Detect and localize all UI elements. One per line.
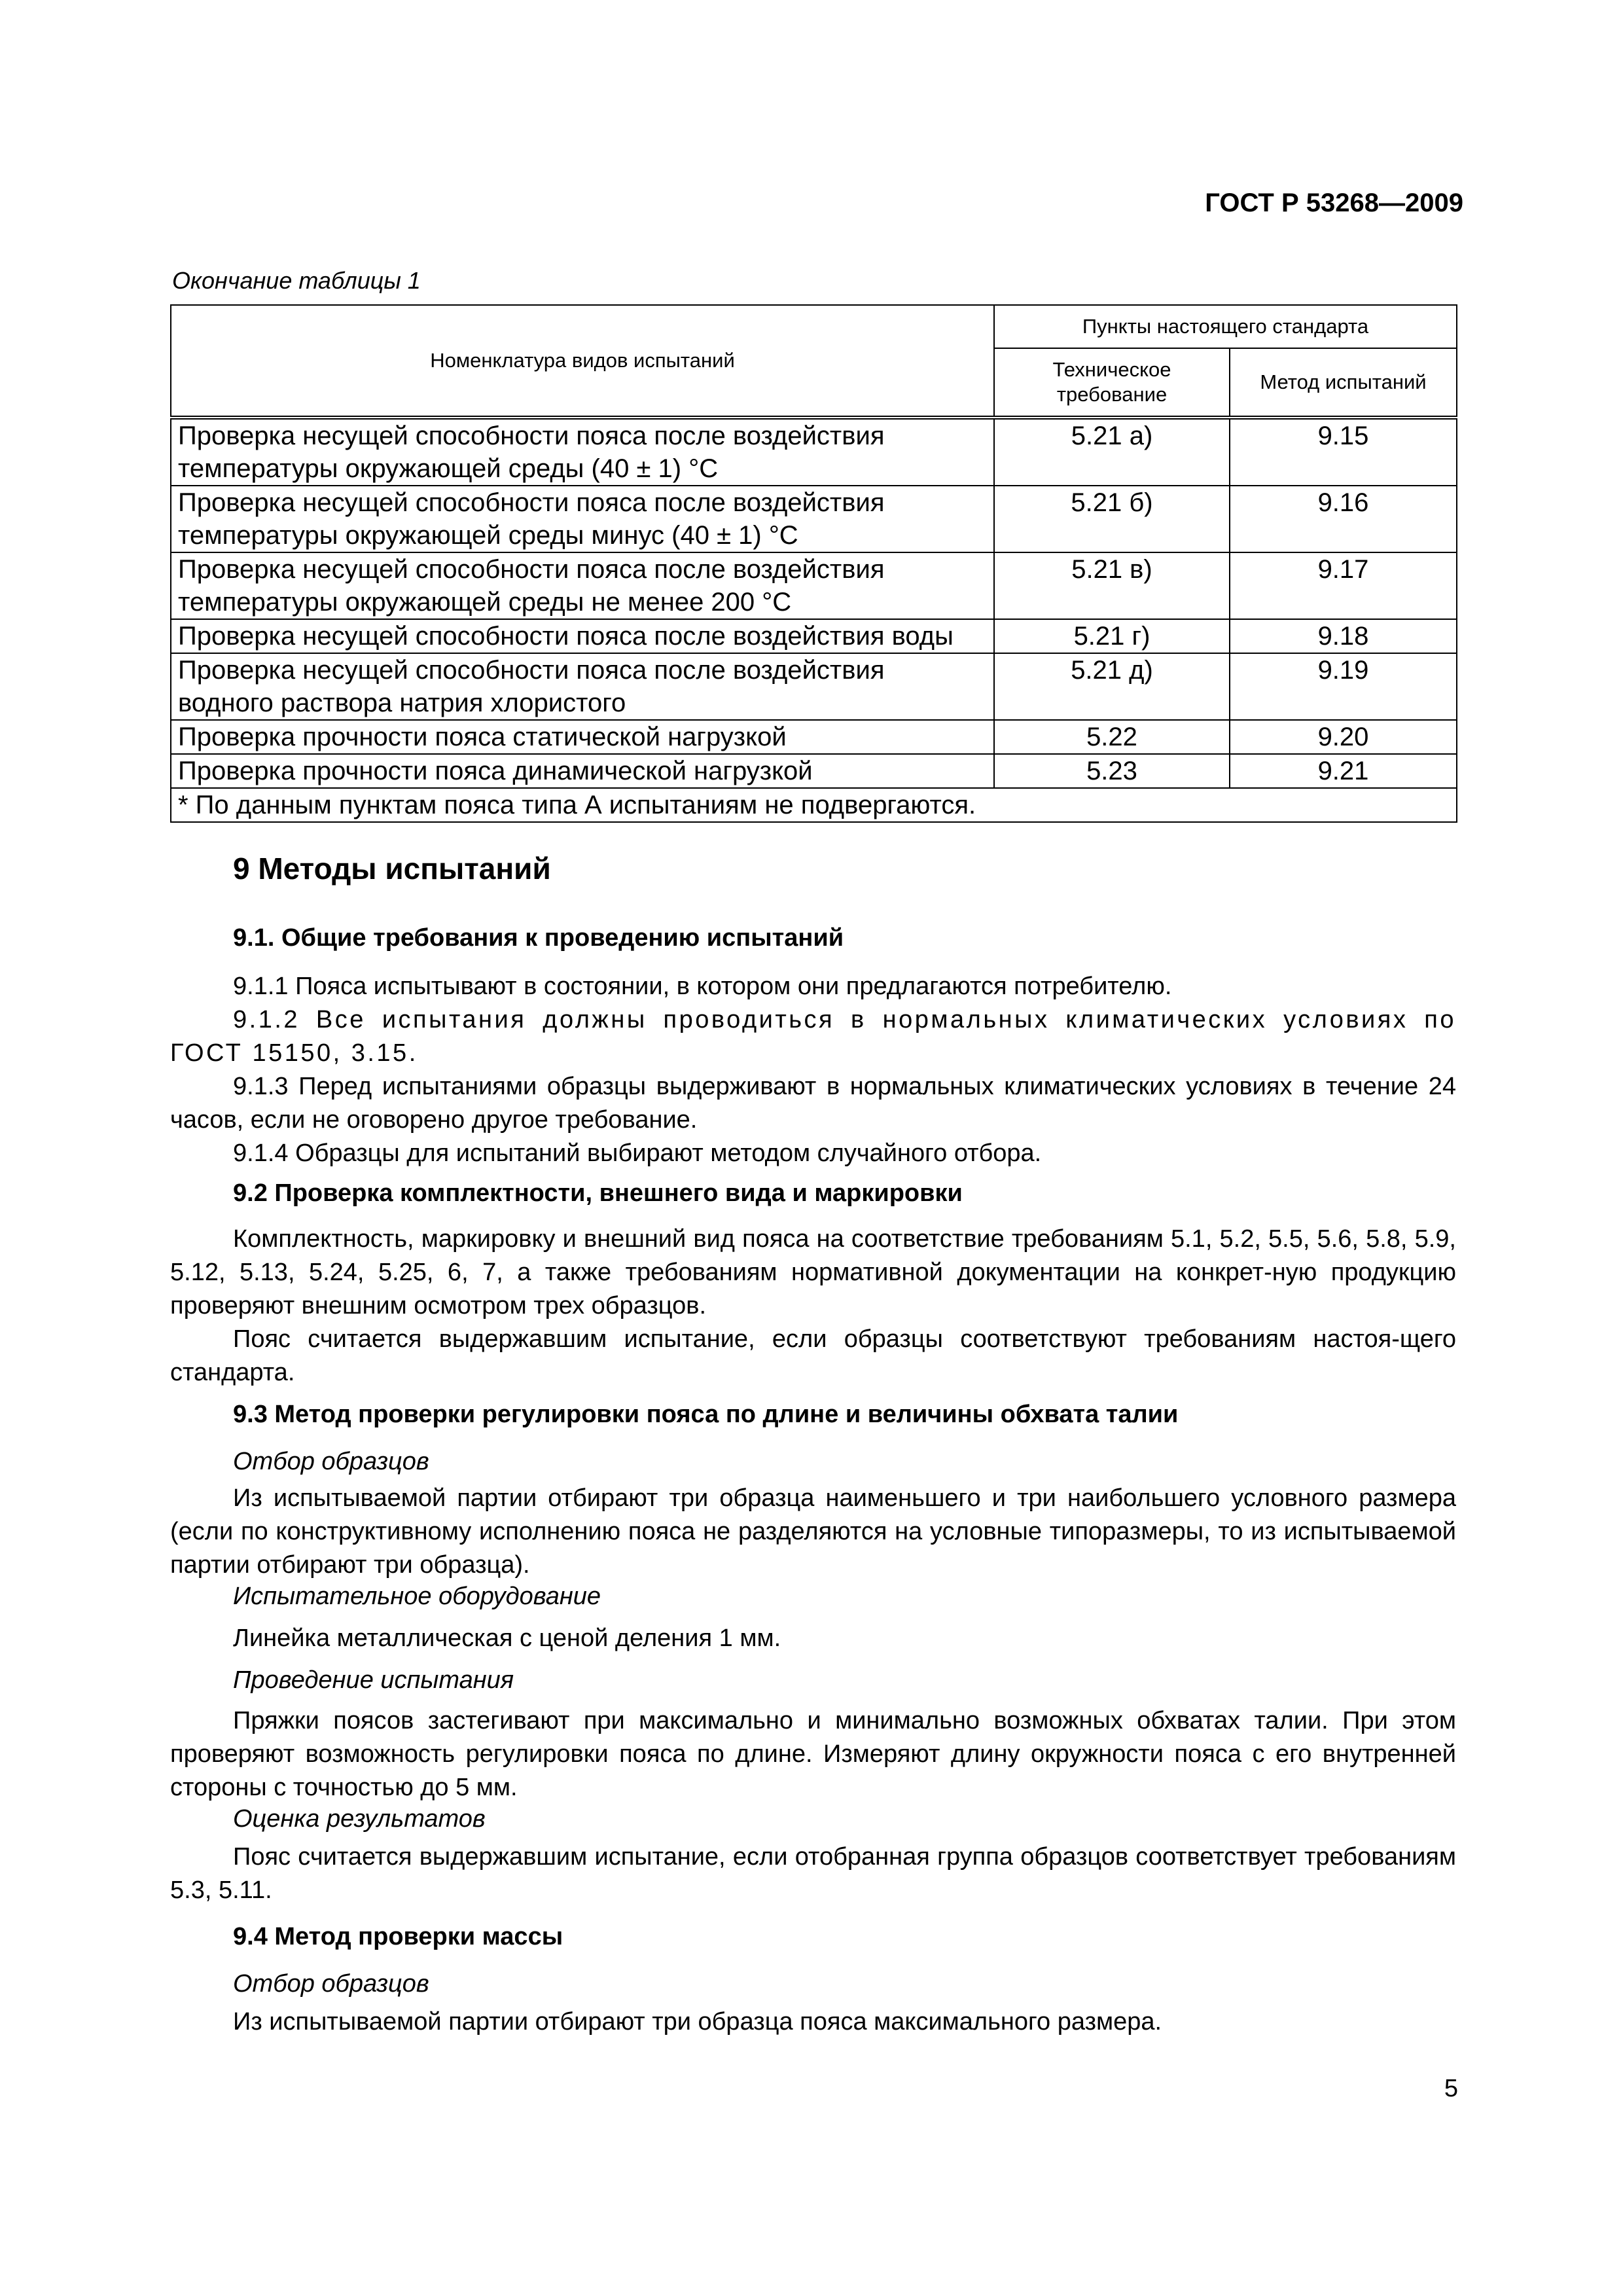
row-name: Проверка несущей способности пояса после воздействия воды [171, 619, 994, 653]
row-method: 9.15 [1230, 418, 1457, 486]
assessment-text [170, 1840, 1456, 1907]
sampling-heading: Отбор образцов [233, 1448, 429, 1475]
row-method: 9.19 [1230, 653, 1457, 720]
page-number: 5 [1444, 2075, 1458, 2102]
assessment-heading: Оценка результатов [233, 1805, 486, 1833]
equipment-text [170, 1622, 1456, 1655]
row-requirement: 5.21 б) [994, 486, 1230, 552]
sampling-text [170, 1482, 1456, 1582]
document-code: ГОСТ Р 53268—2009 [1205, 188, 1463, 217]
table-row [171, 754, 1457, 788]
table-row [171, 653, 1457, 720]
row-requirement: 5.21 а) [994, 418, 1230, 486]
col-header-group: Пункты настоящего стандарта [994, 305, 1457, 348]
table-row [171, 418, 1457, 486]
paragraph-9-1-2: 9.1.2 Все испытания должны проводиться в нормальных климатических условиях по ГОСТ 15150, 3.15. [170, 1006, 1456, 1067]
row-requirement: 5.21 в) [994, 552, 1230, 619]
section-9-2-body [170, 1223, 1456, 1390]
table-row [171, 619, 1457, 653]
table-footnote: * По данным пунктам пояса типа А испытаниям не подвергаются. [171, 788, 1457, 822]
paragraph-9-2-1: Комплектность, маркировку и внешний вид пояса на соответствие требованиям 5.1, 5.2, 5.5, 5.6, 5.8, 5.9, 5.12, 5.13, 5.24, 5.25, 6, 7, а также требованиям нормативной документации на конкрет-ную продукцию проверяют внешним осмотром трех образцов. [170, 1225, 1456, 1319]
paragraph-9-2-2: Пояс считается выдержавшим испытание, если образцы соответствуют требованиям настоя-щего стандарта. [170, 1325, 1456, 1386]
paragraph-9-3-equipment: Линейка металлическая с ценой деления 1 мм. [233, 1624, 781, 1652]
paragraph-9-1-1: 9.1.1 Пояса испытывают в состоянии, в котором они предлагаются потребителю. [233, 973, 1172, 1000]
row-requirement: 5.21 д) [994, 653, 1230, 720]
procedure-text [170, 1704, 1456, 1804]
section-9-4-title: 9.4 Метод проверки массы [233, 1923, 563, 1950]
procedure-heading: Проведение испытания [233, 1666, 514, 1694]
table-row [171, 552, 1457, 619]
paragraph-9-3-procedure: Пряжки поясов застегивают при максимально и минимально возможных обхватах талии. При этом проверяют возможность регулировки пояса по длине. Измеряют длину окружности пояса с его внутренней стороны с точностью до 5 мм. [170, 1707, 1456, 1801]
row-method: 9.21 [1230, 754, 1457, 788]
row-method: 9.20 [1230, 720, 1457, 754]
row-name: Проверка несущей способности пояса после воздействия температуры окружающей среды не менее 200 °С [171, 552, 994, 619]
table-row [171, 720, 1457, 754]
tests-table [170, 304, 1457, 823]
col-header-requirement: Техническое требование [994, 348, 1230, 418]
row-requirement: 5.21 г) [994, 619, 1230, 653]
col-header-method: Метод испытаний [1230, 348, 1457, 418]
table-caption: Окончание таблицы 1 [172, 267, 421, 294]
row-requirement: 5.23 [994, 754, 1230, 788]
equipment-heading: Испытательное оборудование [233, 1583, 601, 1610]
section-9-1-body [170, 970, 1456, 1170]
sampling-text-9-4 [170, 2005, 1456, 2039]
table-footnote-row [171, 788, 1457, 822]
paragraph-9-1-4: 9.1.4 Образцы для испытаний выбирают методом случайного отбора. [233, 1139, 1042, 1167]
section-9-1-title: 9.1. Общие требования к проведению испытаний [233, 924, 844, 952]
row-name: Проверка несущей способности пояса после воздействия водного раствора натрия хлористого [171, 653, 994, 720]
row-name: Проверка несущей способности пояса после воздействия температуры окружающей среды (40 ± 1) °С [171, 418, 994, 486]
section-9-2-title: 9.2 Проверка комплектности, внешнего вида и маркировки [233, 1179, 963, 1207]
paragraph-9-3-sampling: Из испытываемой партии отбирают три образца наименьшего и три наибольшего условного размера (если по конструктивному исполнению пояса не разделяются на условные типоразмеры, то из испытываемой партии отбирают три образца). [170, 1484, 1456, 1579]
sampling-heading-9-4: Отбор образцов [233, 1970, 429, 1998]
row-method: 9.17 [1230, 552, 1457, 619]
col-header-nomenclature: Номенклатура видов испытаний [171, 305, 994, 418]
section-9-3-title: 9.3 Метод проверки регулировки пояса по длине и величины обхвата талии [233, 1401, 1179, 1428]
row-method: 9.16 [1230, 486, 1457, 552]
row-name: Проверка прочности пояса динамической нагрузкой [171, 754, 994, 788]
row-requirement: 5.22 [994, 720, 1230, 754]
row-name: Проверка прочности пояса статической нагрузкой [171, 720, 994, 754]
paragraph-9-3-assessment: Пояс считается выдержавшим испытание, если отобранная группа образцов соответствует требованиям 5.3, 5.11. [170, 1843, 1456, 1904]
paragraph-9-4-sampling: Из испытываемой партии отбирают три образца пояса максимального размера. [233, 2008, 1162, 2036]
table-row [171, 486, 1457, 552]
row-name: Проверка несущей способности пояса после воздействия температуры окружающей среды минус (40 ± 1) °С [171, 486, 994, 552]
paragraph-9-1-3: 9.1.3 Перед испытаниями образцы выдерживают в нормальных климатических условиях в течение 24 часов, если не оговорено другое требование. [170, 1073, 1456, 1134]
section-9-title: 9 Методы испытаний [233, 852, 551, 886]
row-method: 9.18 [1230, 619, 1457, 653]
